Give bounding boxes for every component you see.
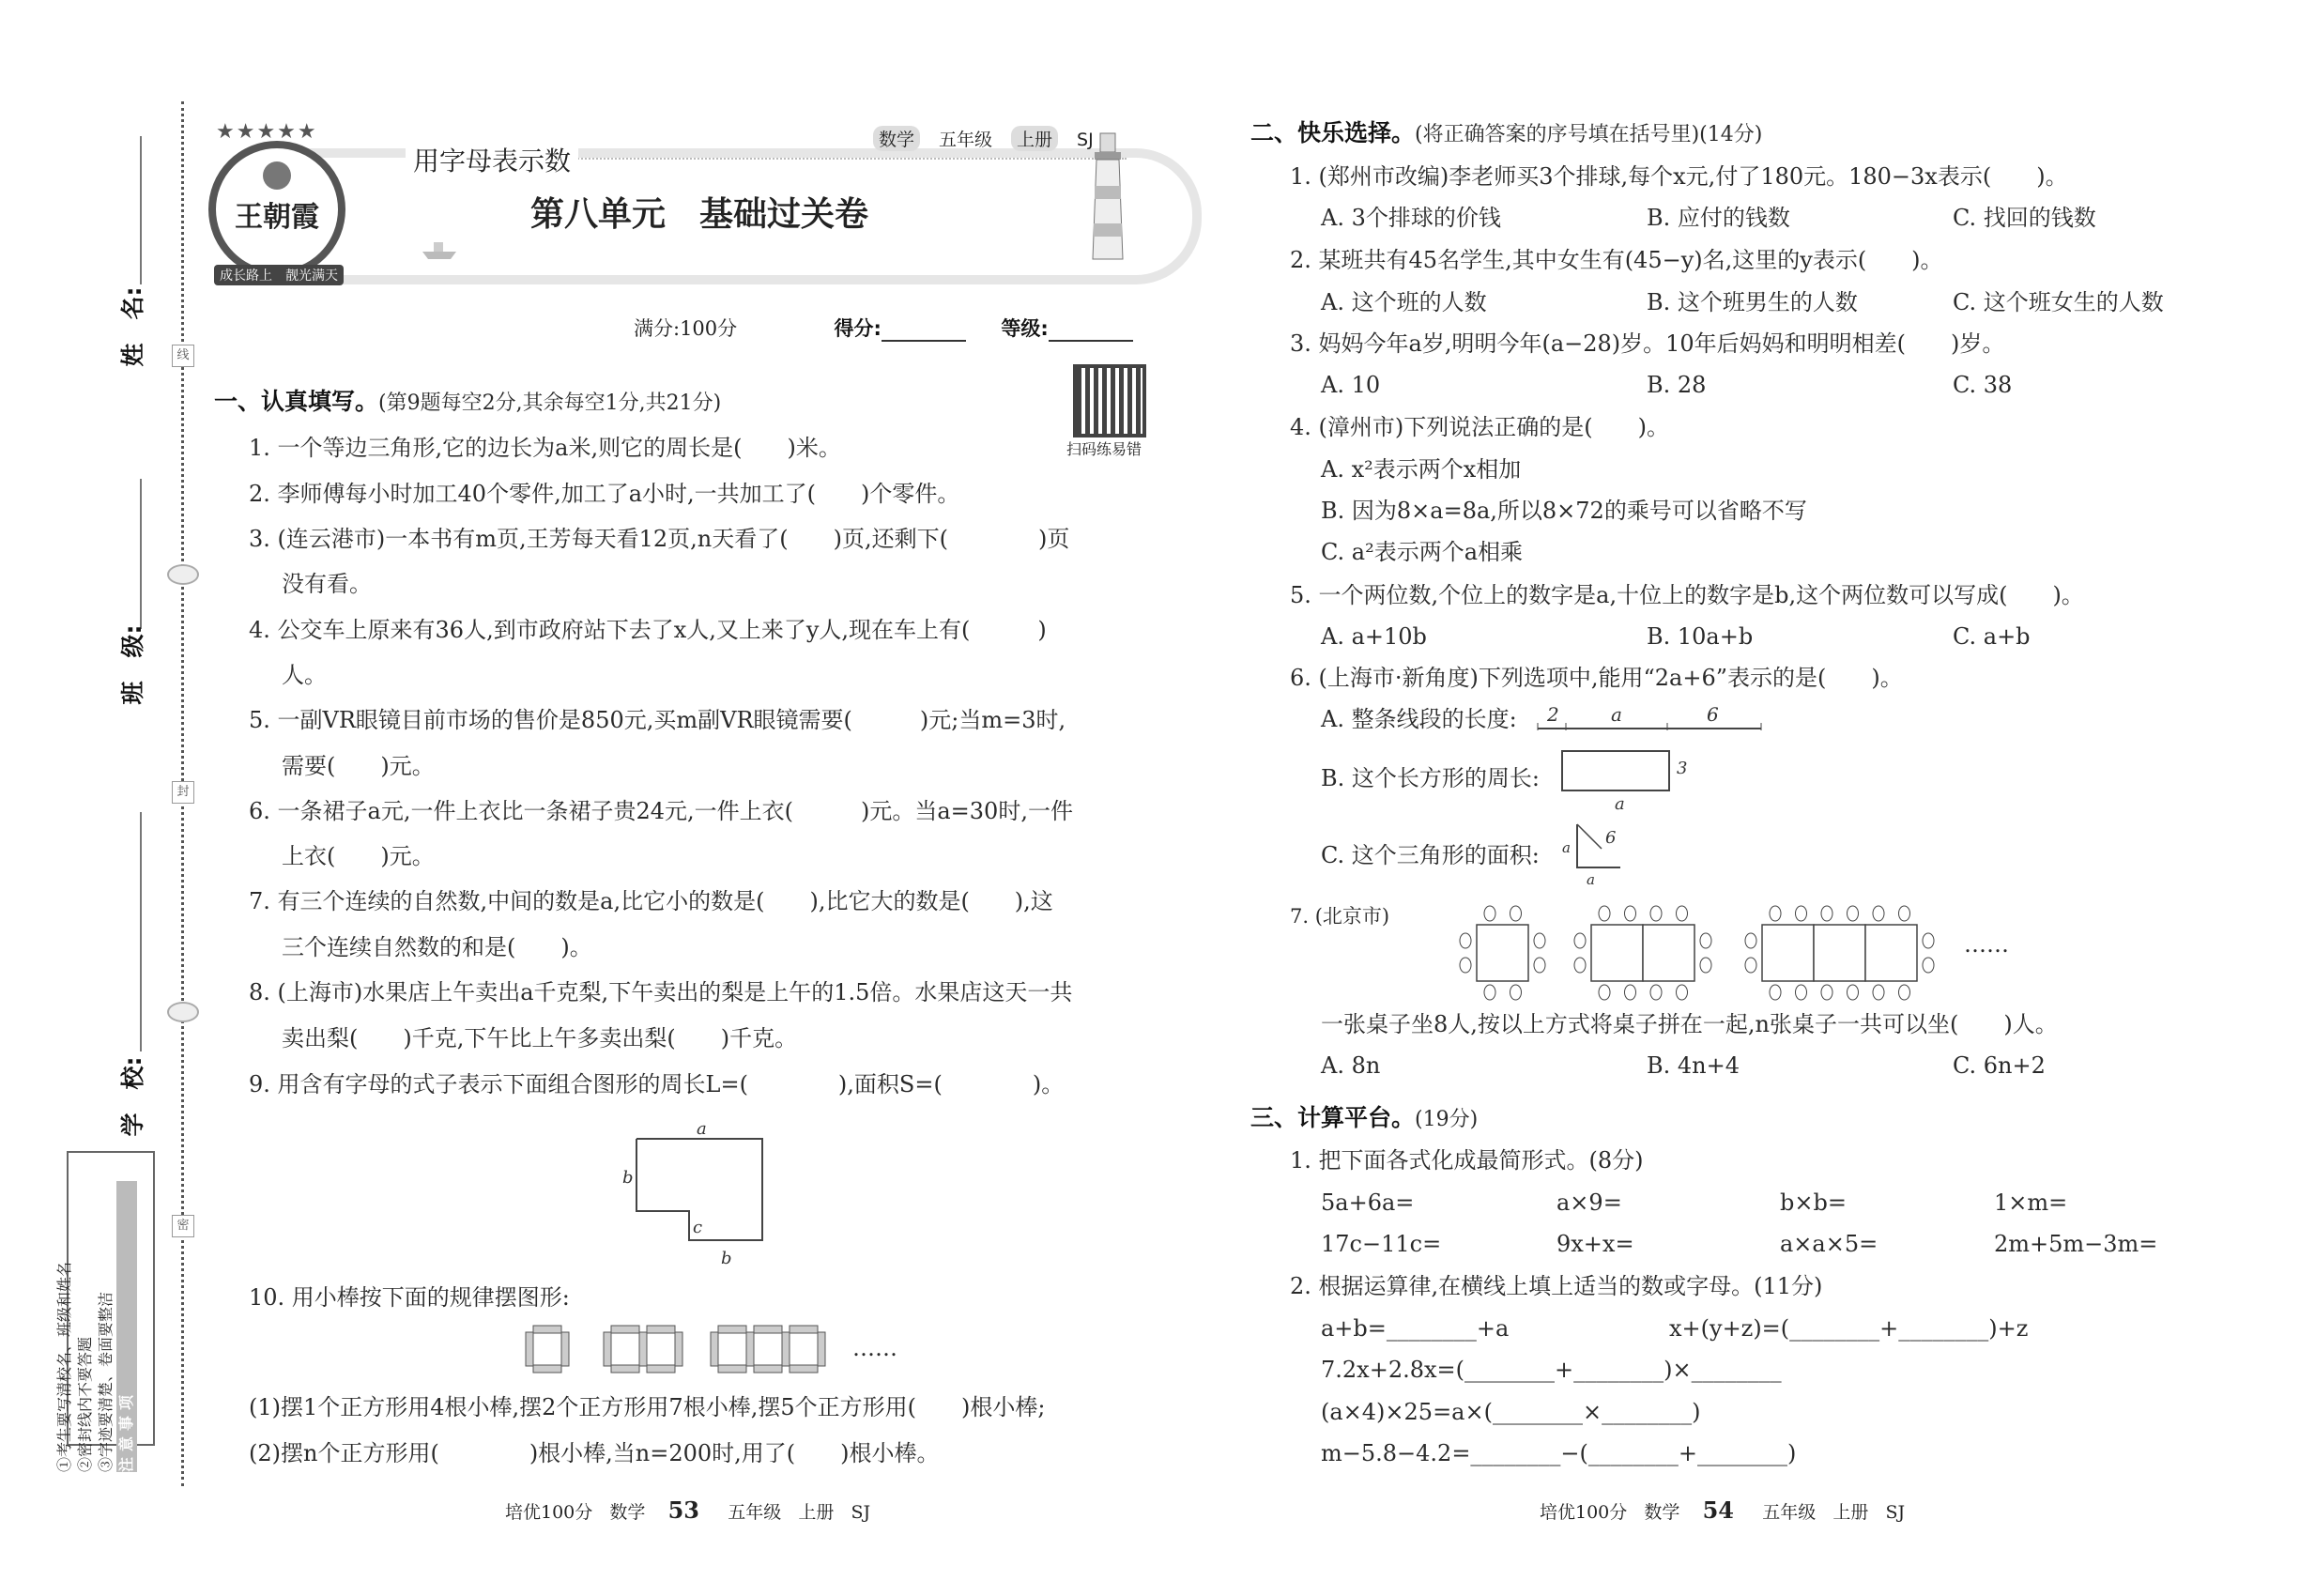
question-7: 7. 有三个连续的自然数,中间的数是a,比它小的数是( ),比它大的数是( ),这 [249,888,1053,914]
school-field-line[interactable] [140,812,142,1051]
page-title: 第八单元 基础过关卷 [530,195,869,234]
option-c[interactable]: C. 这个三角形的面积: [1321,842,1540,868]
option-a[interactable]: A. 3个排球的价钱 [1321,205,1501,231]
choice-question-3: 3. 妈妈今年a岁,明明今年(a−28)岁。10年后妈妈和明明相差( )岁。 [1290,330,2005,357]
matchstick [790,1365,818,1373]
matchstick [754,1326,782,1333]
question-5: 5. 一副VR眼镜目前市场的售价是850元,买m副VR眼镜需要( )元;当m=3时, [249,707,1066,733]
question-6-cont: 上衣( )元。 [282,843,435,869]
segment-label-6: 6 [1707,703,1719,726]
footer-edition: SJ [851,1502,871,1523]
table [1814,925,1865,981]
matchstick [611,1326,639,1333]
chair [1599,906,1610,921]
chair [1534,958,1545,973]
matchstick [718,1365,746,1373]
matchstick [675,1332,682,1366]
option-b[interactable]: B. 因为8×a=8a,所以8×72的乘号可以省略不写 [1321,498,1807,524]
footer-subject: 数学 [609,1502,646,1523]
logo-name: 王朝霞 [235,201,319,234]
expr: a×a×5= [1780,1231,1878,1257]
fill-blank-expr[interactable]: 7.2x+2.8x=(________+________)×________ [1321,1357,1782,1383]
chair [1796,985,1807,1000]
table-pattern-figure [1446,901,1953,1005]
footer-book: 培优100分 [1540,1502,1628,1523]
question-9: 9. 用含有字母的式子表示下面组合图形的周长L=( ),面积S=( )。 [249,1071,1065,1097]
expr: 9x+x= [1556,1231,1634,1257]
logo-slogan: 成长路上 靓光满天 [214,265,344,285]
question-7-cont: 三个连续自然数的和是( )。 [282,934,592,960]
chair [1574,933,1586,948]
tri-side-label: a [1562,839,1571,856]
calc-question-1: 1. 把下面各式化成最简形式。(8分) [1290,1147,1644,1174]
page-number: 53 [667,1496,699,1524]
stick-pattern-ellipsis: …… [852,1335,897,1361]
matchstick [561,1332,569,1366]
chair [1460,958,1471,973]
chair [1599,985,1610,1000]
chair [1821,906,1832,921]
expr: 5a+6a= [1321,1189,1415,1216]
chair [1484,906,1495,921]
chair [1484,985,1495,1000]
matchstick [647,1326,675,1333]
fill-blank-expr[interactable]: m−5.8−4.2=________−(________+________) [1321,1440,1797,1466]
logo-stars-icon: ★★★★★ [216,120,318,144]
footer-right [1540,1496,1905,1524]
stick-pattern-figure [521,1324,840,1376]
note-item: ②密封线内不要答题 [76,1336,94,1472]
option-b[interactable]: B. 28 [1647,372,1707,398]
matchstick [754,1365,782,1373]
calc-question-2: 2. 根据运算律,在横线上填上适当的数或字母。(11分) [1290,1273,1823,1299]
chair [1770,906,1781,921]
footer-grade: 五年级 [1762,1502,1817,1523]
footer-grade: 五年级 [728,1502,782,1523]
question-4-cont: 人。 [282,662,327,688]
question-1: 1. 一个等边三角形,它的边长为a米,则它的周长是( )米。 [249,435,841,461]
section1-heading: 一、认真填写。(第9题每空2分,其余每空1分,共21分) [214,388,722,415]
label-b-bottom: b [721,1249,732,1268]
page-number: 54 [1702,1496,1734,1524]
choice-question-5: 5. 一个两位数,个位上的数字是a,十位上的数字是b,这个两位数可以写成( )。 [1290,582,2084,608]
section3-heading: 三、计算平台。(19分) [1250,1104,1479,1131]
name-field-line[interactable] [140,136,142,284]
class-label: 班 级: [119,624,146,705]
option-a[interactable]: A. 8n [1321,1052,1381,1079]
expr: a×9= [1556,1189,1622,1216]
chair [1460,933,1471,948]
chair [1923,933,1934,948]
segment-label-2: 2 [1547,703,1559,726]
expr: 1×m= [1994,1189,2068,1216]
footer-volume: 上册 [798,1502,835,1523]
banner-dotted-rule [563,158,1127,160]
matchstick [782,1332,790,1366]
rect-width-label: a [1615,794,1625,814]
choice-question-7: 一张桌子坐8人,按以上方式将桌子拼在一起,n张桌子一共可以坐( )人。 [1321,1011,2058,1037]
table-pattern-ellipsis: …… [1964,931,2009,958]
question-3: 3. (连云港市)一本书有m页,王芳每天看12页,n天看了( )页,还剩下( )页 [249,526,1070,552]
seal-circle-icon [167,1002,199,1022]
full-score: 满分:100分 [634,317,738,340]
fill-blank-expr[interactable]: x+(y+z)=(________+________)+z [1669,1315,2029,1342]
choice-question-6: 6. (上海市·新角度)下列选项中,能用“2a+6”表示的是( )。 [1290,665,1903,691]
chair [1873,985,1884,1000]
option-a[interactable]: A. a+10b [1321,623,1427,650]
option-c[interactable]: C. a+b [1953,623,2031,650]
matchstick [790,1326,818,1333]
chair [1899,985,1910,1000]
option-b[interactable]: B. 10a+b [1647,623,1754,650]
chair [1770,985,1781,1000]
chair [1677,985,1688,1000]
score-field[interactable] [882,319,966,342]
footer-edition: SJ [1885,1502,1906,1523]
note-item: ①考生要写清校名、班级和姓名 [55,1261,73,1472]
tri-hyp-label: 6 [1605,828,1617,848]
footer-book: 培优100分 [505,1502,593,1523]
chair [1510,985,1522,1000]
option-c[interactable]: C. a²表示两个a相乘 [1321,539,1524,565]
chair [1650,906,1662,921]
matchstick [746,1332,754,1366]
seal-mark-feng: 封 [172,781,194,804]
fill-blank-expr[interactable]: (a×4)×25=a×(________×________) [1321,1399,1701,1425]
option-b[interactable]: B. 4n+4 [1647,1052,1740,1079]
table [1643,925,1694,981]
segment-label-a: a [1611,703,1622,726]
grade-field[interactable] [1049,319,1133,342]
label-c: c [693,1218,703,1237]
score-row [634,314,1133,342]
matchstick [818,1332,825,1366]
table [1865,925,1917,981]
score-label: 得分: [834,317,882,340]
option-a[interactable]: A. 这个班的人数 [1321,289,1487,315]
chair [1848,985,1859,1000]
choice-question-4: 4. (漳州市)下列说法正确的是( )。 [1290,414,1669,440]
question-8: 8. (上海市)水果店上午卖出a千克梨,下午卖出的梨是上午的1.5倍。水果店这天一共 [249,979,1073,1005]
question-4: 4. 公交车上原来有36人,到市政府站下去了x人,又上来了y人,现在车上有( ) [249,617,1047,643]
chair [1745,933,1756,948]
chair [1796,906,1807,921]
chair [1923,958,1934,973]
question-6: 6. 一条裙子a元,一件上衣比一条裙子贵24元,一件上衣( )元。当a=30时,一件 [249,798,1073,824]
choice-question-2: 2. 某班共有45名学生,其中女生有(45−y)名,这里的y表示( )。 [1290,247,1943,273]
chair [1625,985,1636,1000]
grade-label: 等级: [1001,317,1049,340]
chair [1873,906,1884,921]
tri-base-label: a [1587,871,1595,886]
chair [1574,958,1586,973]
notes-title: 注意事项 [116,1181,137,1472]
expr: b×b= [1780,1189,1847,1216]
matchstick [526,1332,533,1366]
school-label: 学 校: [119,1056,146,1137]
expr: 17c−11c= [1321,1231,1442,1257]
qr-code[interactable] [1073,364,1146,437]
logo [208,141,345,278]
table [1591,925,1643,981]
matchstick [533,1326,561,1333]
seal-mark-mi: 密 [172,1215,194,1237]
note-item: ③字迹要清楚、卷面要整洁 [97,1291,115,1472]
segment-figure [1536,702,1771,734]
name-label: 姓 名: [119,286,146,367]
option-c[interactable]: C. 6n+2 [1953,1052,2046,1079]
logo-portrait-icon [263,161,291,190]
rect-height-label: 3 [1677,759,1688,778]
triangle-figure [1558,821,1643,886]
section2-heading: 二、快乐选择。(将正确答案的序号填在括号里)(14分) [1250,119,1763,146]
matchstick [533,1365,561,1373]
question-10: 10. 用小棒按下面的规律摆图形: [249,1284,570,1311]
chair [1625,906,1636,921]
fill-blank-expr[interactable]: a+b=________+a [1321,1315,1510,1342]
option-b[interactable]: B. 应付的钱数 [1647,205,1790,231]
matchstick [647,1365,675,1373]
subject-tags [873,126,1112,151]
table [1762,925,1814,981]
matchstick [711,1332,718,1366]
option-c[interactable]: C. 这个班女生的人数 [1953,289,2164,315]
table [1477,925,1528,981]
option-b[interactable]: B. 这个班男生的人数 [1647,289,1858,315]
option-c[interactable]: C. 38 [1953,372,2013,398]
matchstick [604,1332,611,1366]
seal-circle-icon [167,564,199,585]
option-a[interactable]: A. 整条线段的长度: [1321,706,1517,732]
lighthouse-icon [1080,130,1136,261]
expr: 2m+5m−3m= [1994,1231,2158,1257]
notes-box [55,1151,155,1472]
chair [1677,906,1688,921]
option-c[interactable]: C. 找回的钱数 [1953,205,2096,231]
chair [1848,906,1859,921]
chair [1700,958,1711,973]
chair [1821,985,1832,1000]
footer-subject: 数学 [1644,1502,1680,1523]
chair [1534,933,1545,948]
chair [1700,933,1711,948]
label-b-left: b [622,1168,634,1188]
matchstick [611,1365,639,1373]
matchstick [639,1332,647,1366]
chair [1510,906,1522,921]
label-a: a [697,1119,707,1139]
seal-mark-xian: 线 [172,345,194,367]
matchstick [718,1326,746,1333]
chair [1650,985,1662,1000]
question-2: 2. 李师傅每小时加工40个零件,加工了a小时,一共加工了( )个零件。 [249,481,960,507]
tag-grade: 五年级 [939,130,993,150]
question-5-cont: 需要( )元。 [282,753,435,779]
ship-icon [421,235,458,261]
chair [1899,906,1910,921]
option-a[interactable]: A. 10 [1321,372,1381,398]
topic-label: 用字母表示数 [406,141,578,178]
footer-volume: 上册 [1832,1502,1869,1523]
composite-shape-figure [610,1115,789,1275]
question-10-part-1: (1)摆1个正方形用4根小棒,摆2个正方形用7根小棒,摆5个正方形用( )根小棒; [249,1394,1046,1420]
option-a[interactable]: A. x²表示两个x相加 [1321,456,1522,483]
option-b[interactable]: B. 这个长方形的周长: [1321,765,1540,791]
tag-edition: SJ [1077,130,1094,150]
class-field-line[interactable] [140,479,142,629]
question-8-cont: 卖出梨( )千克,下午比上午多卖出梨( )千克。 [282,1025,798,1051]
choice-question-1: 1. (郑州市改编)李老师买3个排球,每个x元,付了180元。180−3x表示( )。 [1290,163,2068,190]
tag-subject: 数学 [873,126,920,151]
tag-volume: 上册 [1011,126,1058,151]
question-10-part-2: (2)摆n个正方形用( )根小棒,当n=200时,用了( )根小棒。 [249,1440,940,1466]
choice-question-7-label: 7. (北京市) [1290,905,1390,928]
rectangle-figure [1558,747,1699,815]
chair [1745,958,1756,973]
qr-caption: 扫码练易错 [1066,440,1142,458]
footer-left [505,1496,870,1524]
question-3-cont: 没有看。 [282,571,372,597]
